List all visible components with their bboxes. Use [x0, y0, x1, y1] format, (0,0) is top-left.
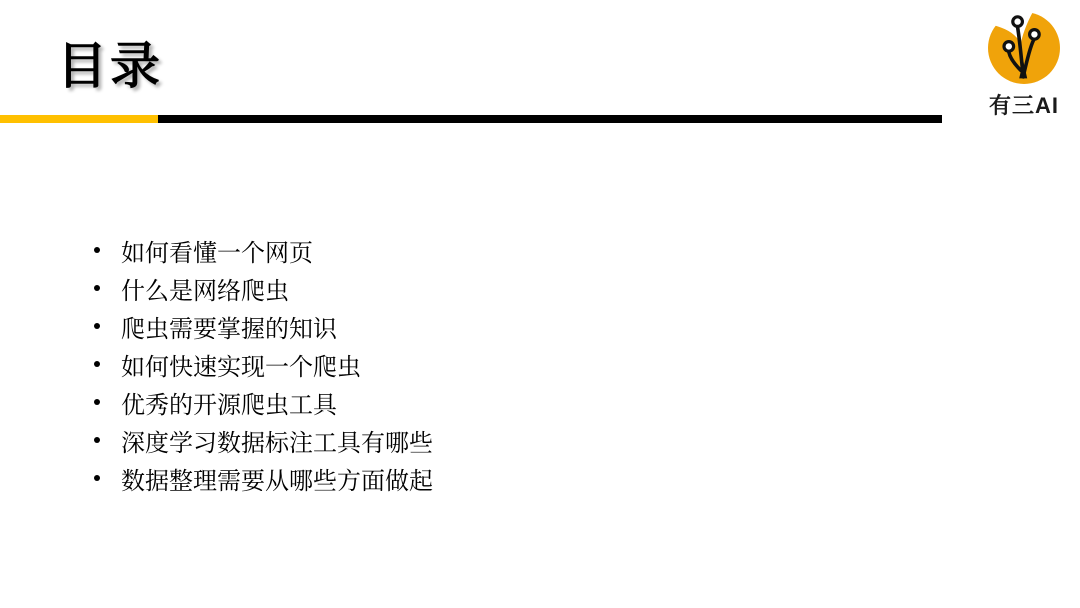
toc-item [94, 269, 433, 307]
bullet-dot-icon [94, 323, 100, 329]
bullet-dot-icon [94, 247, 100, 253]
toc-item-label: 数据整理需要从哪些方面做起 [121, 467, 433, 495]
toc-item [94, 383, 433, 421]
title-underline [0, 115, 942, 123]
toc-item [94, 421, 433, 459]
toc-item [94, 231, 433, 269]
toc-item-label: 深度学习数据标注工具有哪些 [121, 429, 433, 457]
toc-item-label: 优秀的开源爬虫工具 [121, 391, 337, 419]
toc-item [94, 459, 433, 497]
toc-item-label: 什么是网络爬虫 [121, 277, 289, 305]
brand-logo [977, 8, 1071, 120]
page-title: 目录 [57, 38, 163, 94]
brand-name: 有三AI [988, 93, 1059, 118]
sprout-circuit-icon [983, 8, 1065, 88]
toc-item-label: 如何快速实现一个爬虫 [121, 353, 361, 381]
toc-item [94, 307, 433, 345]
underline-accent-segment [0, 115, 158, 123]
bullet-dot-icon [94, 475, 100, 481]
bullet-dot-icon [94, 437, 100, 443]
toc-item [94, 345, 433, 383]
toc-item-label: 如何看懂一个网页 [121, 239, 313, 267]
bullet-dot-icon [94, 361, 100, 367]
bullet-dot-icon [94, 285, 100, 291]
bullet-dot-icon [94, 399, 100, 405]
underline-black-segment [158, 115, 942, 123]
toc-item-label: 爬虫需要掌握的知识 [121, 315, 337, 343]
toc-list [94, 231, 433, 497]
